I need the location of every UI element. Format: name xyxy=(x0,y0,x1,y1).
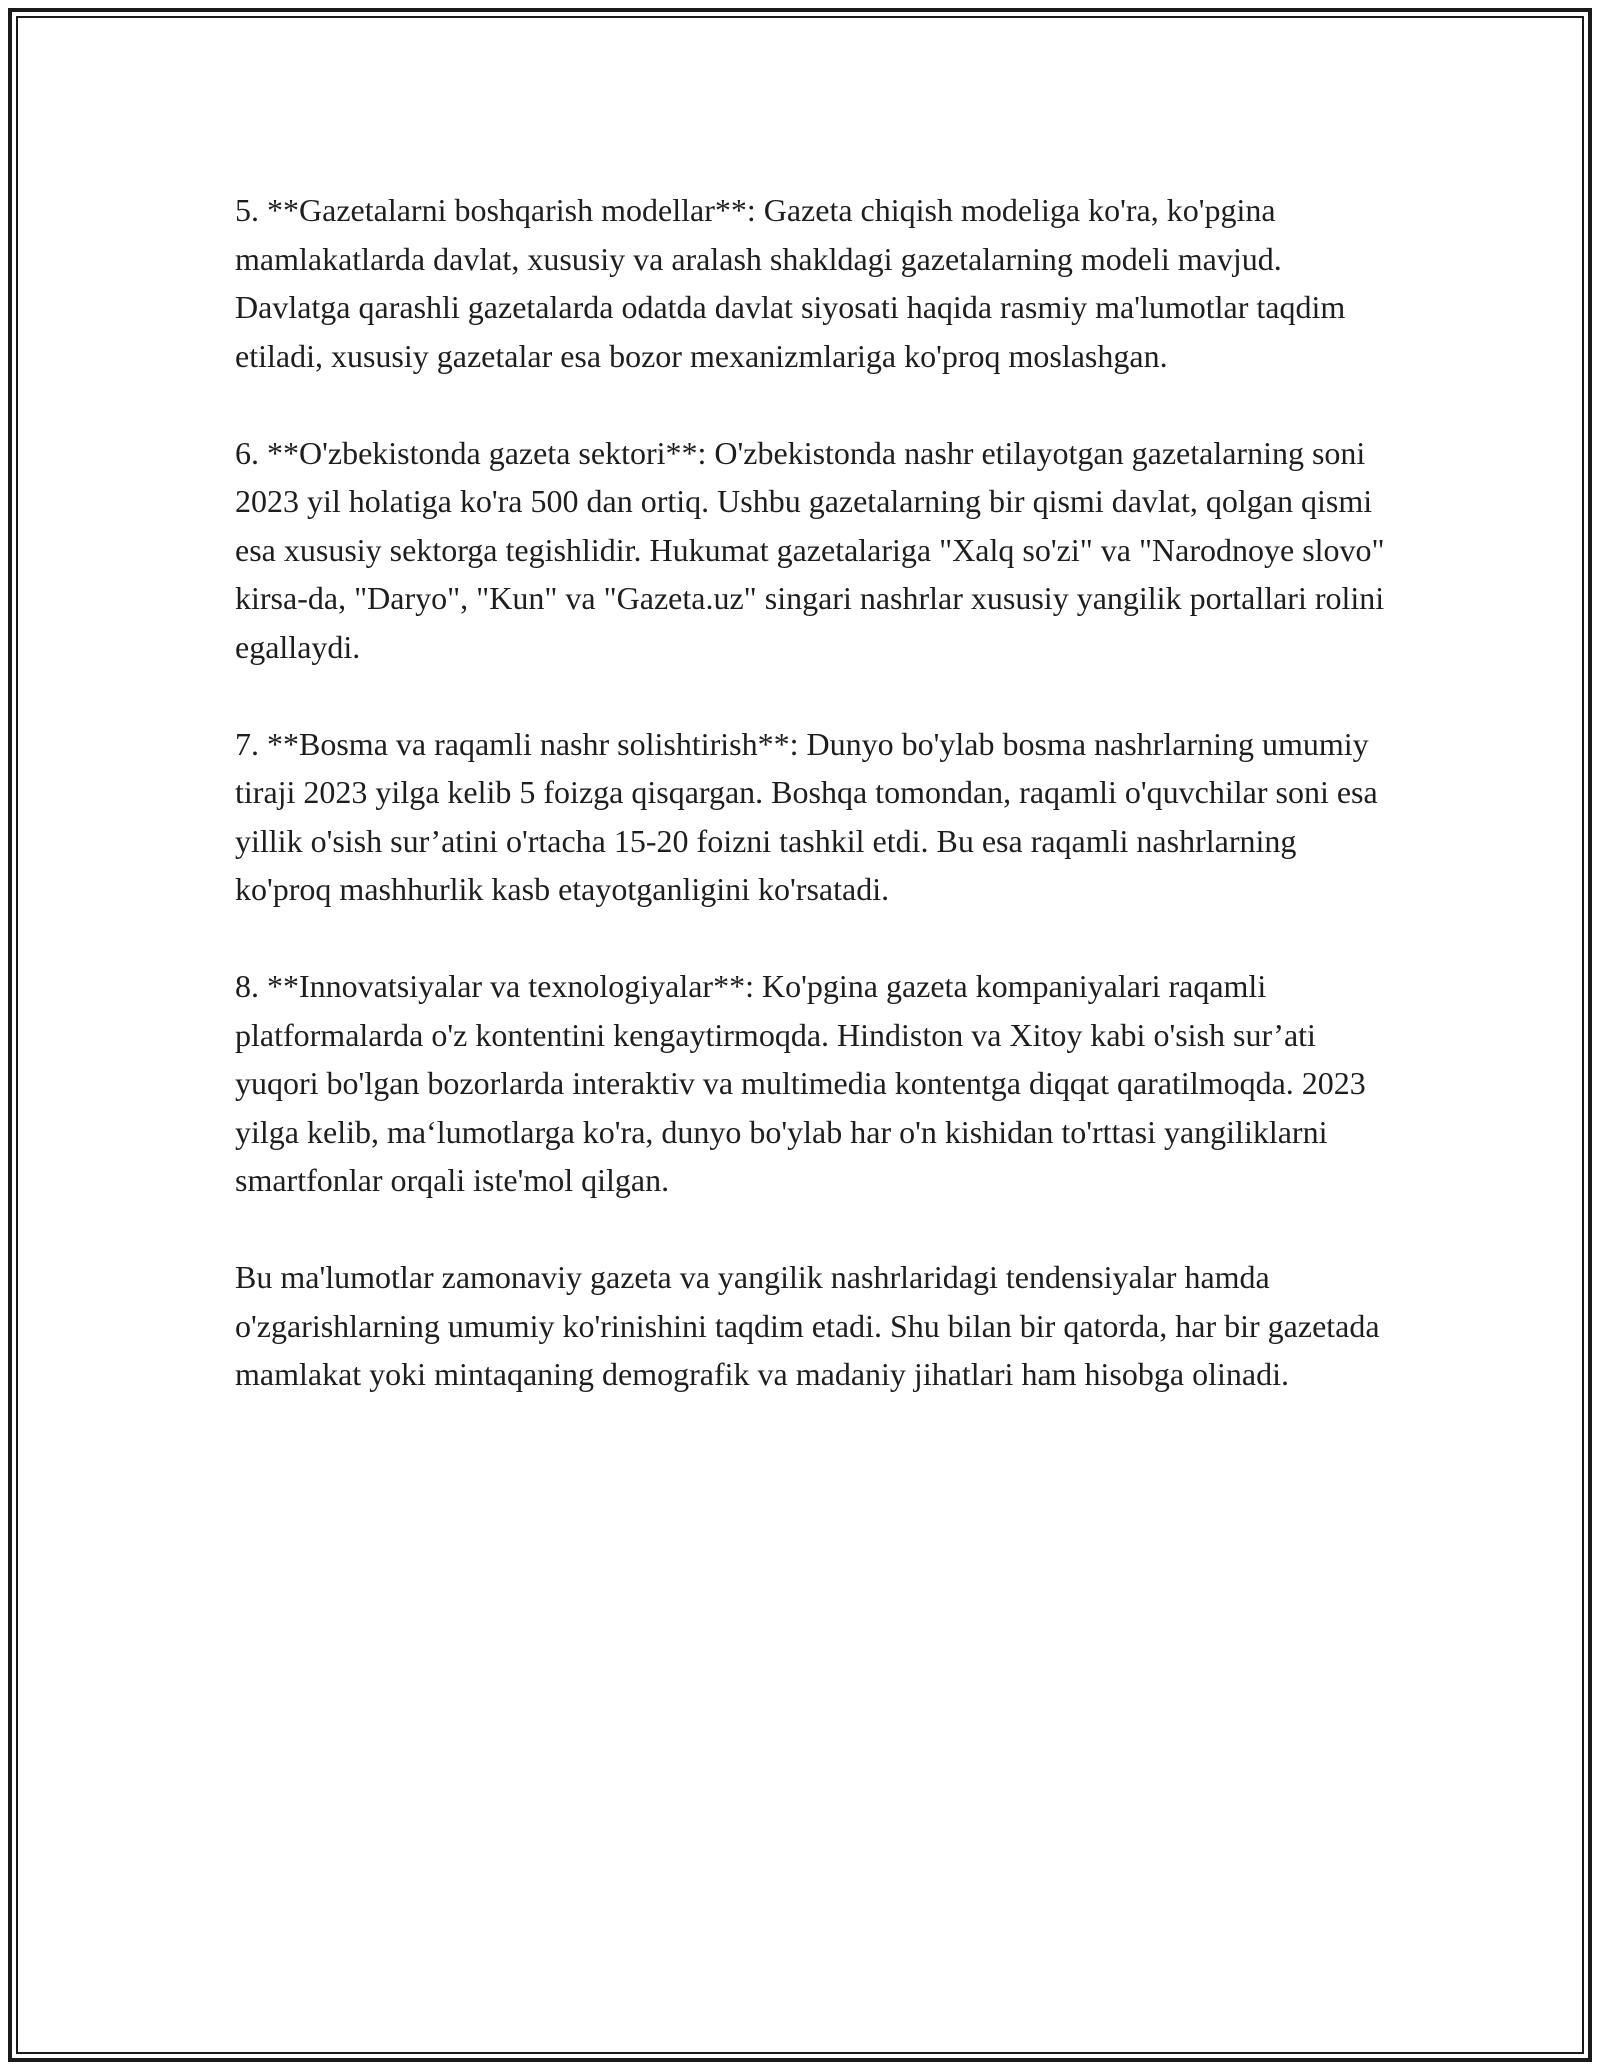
paragraph-newspaper-management-models: 5. **Gazetalarni boshqarish modellar**: Gazeta chiqish modeliga ko'ra, ko'pgina mamlakatlarda davlat, xususiy va aralash shakldagi gazetalarning modeli mavjud. Davlatga qarashli gazetalarda odatda davlat siyosati haqida rasmiy ma'lumotlar taqdim etiladi, xususiy gazetalar esa bozor mexanizmlariga ko'proq moslashgan. xyxy=(235,192,1346,374)
paragraph-conclusion: Bu ma'lumotlar zamonaviy gazeta va yangilik nashrlaridagi tendensiyalar hamda o'zgarishlarning umumiy ko'rinishini taqdim etadi. Shu bilan bir qatorda, har bir gazetada mamlakat yoki mintaqaning demografik va madaniy jihatlari ham hisobga olinadi. xyxy=(235,1259,1380,1392)
paragraph-print-vs-digital: 7. **Bosma va raqamli nashr solishtirish**: Dunyo bo'ylab bosma nashrlarning umumiy tiraji 2023 yilga kelib 5 foizga qisqargan. Boshqa tomondan, raqamli o'quvchilar soni esa yillik o'sish sur’atini o'rtacha 15-20 foizni tashkil etdi. Bu esa raqamli nashrlarning ko'proq mashhurlik kasb etayotganligini ko'rsatadi. xyxy=(235,725,1378,907)
paragraph-uzbekistan-newspaper-sector: 6. **O'zbekistonda gazeta sektori**: O'zbekistonda nashr etilayotgan gazetalarning soni 2023 yil holatiga ko'ra 500 dan ortiq. Ushbu gazetalarning bir qismi davlat, qolgan qismi esa xususiy sektorga tegishlidir. Hukumat gazetalariga "Xalq so'zi" va "Narodnoye slovo" kirsa-da, "Daryo", "Kun" va "Gazeta.uz" singari nashrlar xususiy yangilik portallari rolini egallaydi. xyxy=(235,434,1385,665)
paragraph-innovations-technologies: 8. **Innovatsiyalar va texnologiyalar**: Ko'pgina gazeta kompaniyalari raqamli platformalarda o'z kontentini kengaytirmoqda. Hindiston va Xitoy kabi o'sish sur’ati yuqori bo'lgan bozorlarda interaktiv va multimedia kontentga diqqat qaratilmoqda. 2023 yilga kelib, ma‘lumotlarga ko'ra, dunyo bo'ylab har o'n kishidan to'rttasi yangiliklarni smartfonlar orqali iste'mol qilgan. xyxy=(235,968,1366,1198)
document-body xyxy=(235,186,1385,1399)
